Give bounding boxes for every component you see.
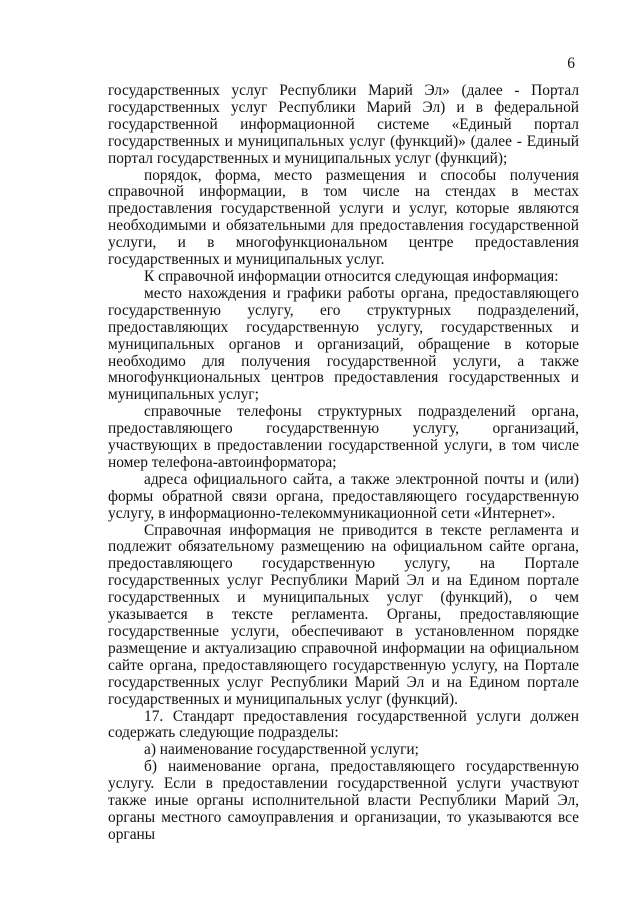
- paragraph-phones: справочные телефоны структурных подразделений органа, предоставляющего государственную услугу, организаций, участвующих в предоставлении государственной услуги, в том числе номер телефона-автоинформатора;: [108, 403, 579, 471]
- paragraph-portal-continuation: государственных услуг Республики Марий Эл» (далее - Портал государственных услуг Республики Марий Эл) и в федеральной государственной информационной системе «Единый портал государственных и муниципальных услуг (функций)» (далее - Единый портал государственных и муниципальных услуг (функций);: [108, 82, 579, 167]
- paragraph-procedure: порядок, форма, место размещения и способы получения справочной информации, в том числе на стендах в местах предоставления государственной услуги и услуг, которые являются необходимыми и обязательными для предоставления государственной услуги, и в многофункциональном центре предоставления государственных и муниципальных услуг.: [108, 166, 579, 269]
- paragraph-item-17: 17. Стандарт предоставления государственной услуги должен содержать следующие подразделы:: [108, 707, 579, 742]
- paragraph-reference-info-intro: К справочной информации относится следующая информация:: [144, 267, 559, 285]
- paragraph-website-email: адреса официального сайта, а также электронной почты и (или) формы обратной связи органа, предоставляющего государственную услугу, в информационно-телекоммуникационной сети «Интернет».: [108, 470, 579, 522]
- paragraph-location-schedules: место нахождения и графики работы органа, предоставляющего государственную услугу, его структурных подразделений, предоставляющих государственную услугу, государственных и муниципальных органов и организаций, обращение в которые необходимо для получения государственной услуги, а также многофункциональных центров предоставления государственных и муниципальных услуг;: [108, 284, 579, 404]
- page-number: 6: [567, 55, 575, 72]
- paragraph-subitem-a: а) наименование государственной услуги;: [144, 741, 419, 759]
- body-text: [108, 83, 579, 844]
- paragraph-subitem-b: б) наименование органа, предоставляющего государственную услугу. Если в предоставлении государственной услуги участвуют также иные органы исполнительной власти Республики Марий Эл, органы местного самоуправления и организации, то указываются все органы: [108, 758, 579, 843]
- paragraph-reference-publication: Справочная информация не приводится в тексте регламента и подлежит обязательному размещению на официальном сайте органа, предоставляющего государственную услугу, на Портале государственных услуг Республики Марий Эл и на Едином портале государственных и муниципальных услуг (функций), о чем указывается в тексте регламента. Органы, предоставляющие государственные услуги, обеспечивают в установленном порядке размещение и актуализацию справочной информации на официальном сайте органа, предоставляющего государственную услугу, на Портале государственных услуг Республики Марий Эл и на Едином портале государственных и муниципальных услуг (функций).: [108, 521, 579, 708]
